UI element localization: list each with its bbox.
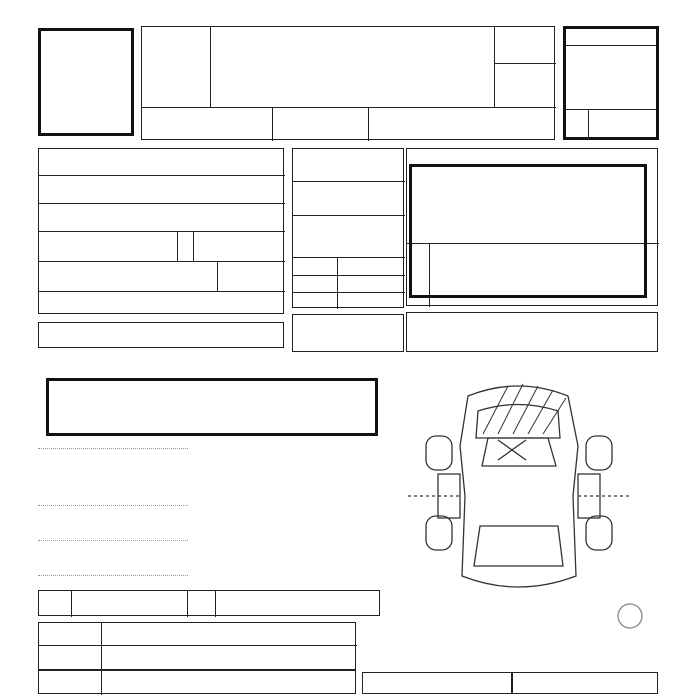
recycle-box <box>38 322 284 348</box>
spec-box <box>292 148 404 308</box>
car-damage-diagram <box>408 376 630 608</box>
rating-box <box>563 26 659 140</box>
history-box <box>38 148 284 314</box>
registration-box <box>38 622 356 670</box>
later-box <box>406 312 658 352</box>
garage-cert-row <box>38 670 356 694</box>
spare-tire-icon <box>616 602 644 630</box>
lot-box <box>38 28 134 136</box>
tools-box <box>362 672 512 694</box>
void-stamp-frame <box>409 164 647 298</box>
condition-row <box>38 590 380 616</box>
claim-notice <box>46 378 378 436</box>
jack-box <box>512 672 658 694</box>
vehicle-box <box>141 26 555 140</box>
rename-box <box>292 314 404 352</box>
